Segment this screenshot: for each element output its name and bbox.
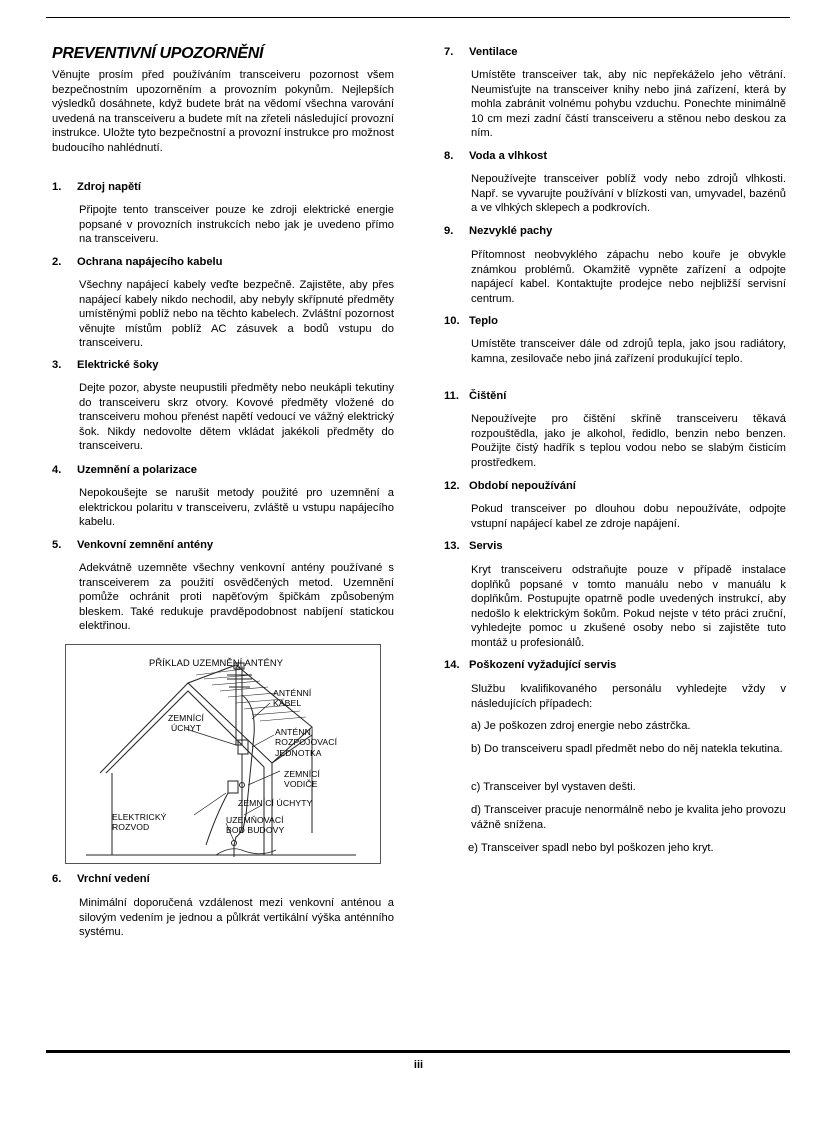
label-antenna-cable: ANTÉNNÍ KABEL — [273, 688, 312, 709]
section-heading-8: 8. Voda a vlhkost — [444, 150, 548, 162]
section-text-12: Pokud transceiver po dlouhou dobu nepoužíváte, odpojte vstupní napájecí kabel ze zdroje napájení. — [471, 503, 786, 530]
section-heading-11: 11. Čištění — [444, 390, 507, 402]
section-text-4: Nepokoušejte se narušit metody použité pro uzemnění a elektrickou polaritu v transceiveru, zvláště u vstupu napájecího kabelu. — [79, 487, 394, 529]
section-heading-5: 5. Venkovní zemnění antény — [52, 539, 214, 551]
label-ground-clamp: ZEMNÍCÍ ÚCHYT — [168, 713, 205, 734]
section-heading-1: 1. Zdroj napětí — [52, 181, 142, 193]
service-case-c: c) Transceiver byl vystaven dešti. — [471, 781, 636, 793]
page-title: PREVENTIVNÍ UPOZORNĚNÍ — [52, 45, 264, 62]
section-text-8: Nepoužívejte transceiver poblíž vody nebo zdrojů vlhkosti. Např. se vyvarujte používání v blízkosti van, umyvadel, bazénů a ve vlhkých sklepech a podkrovích. — [471, 173, 786, 215]
section-text-5: Adekvátně uzemněte všechny venkovní antény používané s transceiverem za použití osvědčených metod. Uzemnění pomůže ochránit proti napěťovým špičkám způsobeným bleskem. Také redukuje pravděpodobnost nabíjení statickou elektřinou. — [79, 562, 394, 633]
label-ground-clamps: ZEMNÍCÍ ÚCHYTY — [238, 798, 313, 808]
section-heading-9: 9. Nezvyklé pachy — [444, 225, 553, 237]
section-text-14: Službu kvalifikovaného personálu vyhledejte vždy v následujících případech: — [471, 683, 786, 710]
label-discharge-unit: ANTÉNNÍ ROZPOJOVACÍ JEDNOTKA — [275, 727, 338, 758]
antenna-grounding-figure — [65, 644, 381, 864]
section-text-1: Připojte tento transceiver pouze ke zdroji elektrické energie popsané v provozních instrukcích nebo jak je uvedeno přímo na transceiveru. — [79, 204, 394, 246]
section-text-7: Umístěte transceiver tak, aby nic nepřekáželo jeho větrání. Neumisťujte na transceiver knihy nebo jiná zařízení, která by mohla zabránit volnému pohybu vzduchu. Ponechte minimálně 10 cm mezi zadní částí transceiveru a stěnou nebo deskou za ním. — [471, 69, 786, 140]
intro-paragraph: Věnujte prosím před používáním transceiveru pozornost všem bezpečnostním upozorněním a provozním pokynům. Nejlepších výsledků dosáhnete, když budete brát na vědomí všechna varování uvedená na transceiveru a budete mít na zřeteli následující provozní instrukce. Uložte tyto bezpečnostní a provozní instrukce pro možnost budoucího nahlédnutí. — [52, 69, 394, 154]
service-case-b: b) Do transceiveru spadl předmět nebo do něj natekla tekutina. — [471, 743, 783, 755]
section-text-9: Přítomnost neobvyklého zápachu nebo kouře je obvykle známkou problémů. Okamžitě vypněte zařízení a odpojte napájecí kabel. Kontaktujte prodejce nebo nejbližší servisní centrum. — [471, 249, 786, 305]
section-text-6: Minimální doporučená vzdálenost mezi venkovní anténou a silovým vedením je jednou a půlkrát vertikální výška anténního systému. — [79, 897, 394, 939]
section-text-10: Umístěte transceiver dále od zdrojů tepla, jako jsou radiátory, kamna, zesilovače nebo jiná zařízení produkující teplo. — [471, 338, 786, 365]
top-rule — [46, 17, 790, 18]
figure-title: PŘÍKLAD UZEMNĚNÍ ANTÉNY — [149, 657, 284, 668]
section-heading-6: 6. Vrchní vedení — [52, 873, 150, 885]
section-text-13: Kryt transceiveru odstraňujte pouze v případě instalace doplňků popsané v tomto manuálu nebo v manuálu k doplňkům. Postupujte opatrně podle uvedených instrukcí, aby nedošlo k elektrickým šokům. Pokud nejste v této práci zruční, vyhledejte pomoc u zkušené osoby nebo si zajistěte tuto montáž u profesionálů. — [471, 564, 786, 649]
section-heading-14: 14. Poškození vyžadující servis — [444, 659, 617, 671]
service-case-d: d) Transceiver pracuje nenormálně nebo je kvalita jeho provozu vážně snížena. — [471, 804, 786, 831]
section-heading-12: 12. Období nepoužívání — [444, 480, 576, 492]
service-case-a: a) Je poškozen zdroj energie nebo zástrčka. — [471, 720, 691, 732]
page-number: iii — [413, 1059, 424, 1071]
service-case-e: e) Transceiver spadl nebo byl poškozen jeho kryt. — [468, 842, 714, 854]
section-text-11: Nepoužívejte pro čištění skříně transceiveru těkavá rozpouštědla, jako je alkohol, ředidlo, benzin nebo benzen. Použijte čistý hadřík s teplou vodou nebo se slabým čisticím prostředkem. — [471, 413, 786, 469]
label-building-ground: UZEMŇOVACÍ BOD BUDOVY — [226, 815, 285, 836]
label-grounding-conductors: ZEMNÍCÍ VODIČE — [284, 769, 321, 790]
section-heading-7: 7. Ventilace — [444, 46, 518, 58]
section-heading-3: 3. Elektrické šoky — [52, 359, 159, 371]
section-heading-2: 2. Ochrana napájecího kabelu — [52, 256, 223, 268]
label-electric-service: ELEKTRICKÝ ROZVOD — [112, 812, 167, 833]
electric-service-box — [228, 781, 238, 793]
antenna-cable — [242, 695, 254, 833]
section-text-2: Všechny napájecí kabely veďte bezpečně. Zajistěte, aby přes napájecí kabely nikdo nechodil, aby nebyly skřípnuté předměty umístěnými poblíž nebo na těchto kabelech. Zvláštní pozornost věnujte místům poblíž AC zásuvek a bodů vstupu do transceiveru. — [79, 279, 394, 350]
bottom-rule — [46, 1050, 790, 1053]
section-text-3: Dejte pozor, abyste neupustili předměty nebo neukápli tekutiny do transceiveru skrz otvory. Kovové předměty vložené do transceiveru mohou přenést napětí vedoucí ve vážný elektrický šok. Nikdy nedovolte dětem vkládat jakékoli předměty do transceiveru. — [79, 382, 394, 453]
section-heading-13: 13. Servis — [444, 540, 503, 552]
section-heading-10: 10. Teplo — [444, 315, 499, 327]
section-heading-4: 4. Uzemnění a polarizace — [52, 464, 197, 476]
